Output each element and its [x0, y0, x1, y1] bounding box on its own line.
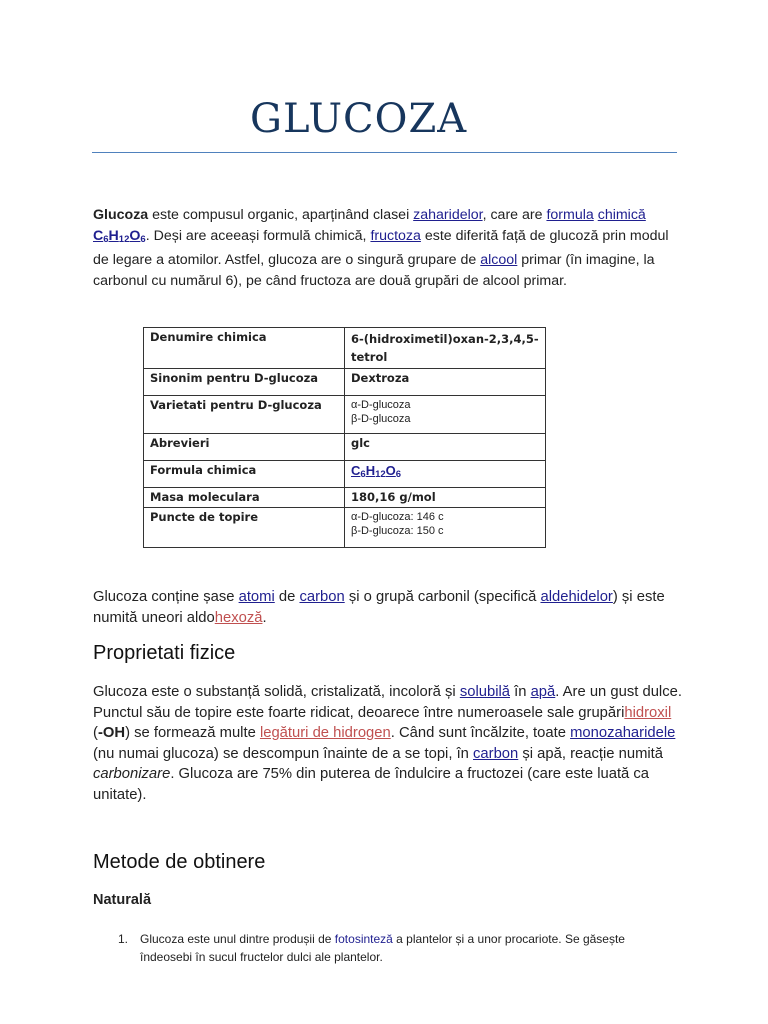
- link-monozaharidele[interactable]: monozaharidele: [570, 725, 676, 742]
- link-legaturi-hidrogen[interactable]: legături de hidrogen: [259, 725, 391, 742]
- list-text: Glucoza este unul dintre produșii de fotosinteză a plantelor și a unor procariote. Se găsește îndeosebi în sucul fructelor dulci ale plantelor.: [140, 932, 625, 964]
- intro-bold-word: Glucoza: [93, 207, 149, 223]
- link-hexoza[interactable]: hexoză: [214, 610, 263, 626]
- title-divider: [92, 152, 677, 153]
- chemical-formula[interactable]: $C_6H_{12}O_6$: [351, 463, 402, 480]
- table-row: [144, 434, 546, 461]
- table-value: glc: [345, 434, 546, 461]
- table-key: Denumire chimica: [144, 328, 345, 369]
- link-fotosinteza[interactable]: fotosinteză: [334, 932, 393, 946]
- intro-text: este compusul organic, aparținând clasei: [148, 207, 414, 223]
- section-heading-proprietati: Proprietati fizice: [93, 642, 236, 664]
- table-key: Varietati pentru D-glucoza: [144, 396, 345, 434]
- intro-text: . Deși are aceeași formulă chimică,: [145, 227, 371, 244]
- table-key: Abrevieri: [144, 434, 345, 461]
- link-chimica[interactable]: chimică: [597, 207, 646, 223]
- table-value: [345, 461, 546, 488]
- table-key: Puncte de topire: [144, 508, 345, 548]
- intro-paragraph: [93, 205, 683, 291]
- link-solubila[interactable]: solubilă: [459, 684, 511, 700]
- table-key: Sinonim pentru D-glucoza: [144, 369, 345, 396]
- link-aldehidelor[interactable]: aldehidelor: [540, 589, 613, 605]
- list-number: 1.: [118, 932, 129, 946]
- list-item: [118, 930, 678, 966]
- chemical-formula[interactable]: $C_6H_{12}O_6$: [93, 227, 146, 245]
- table-value: 6-(hidroximetil)oxan-2,3,4,5-tetrol: [345, 328, 546, 369]
- link-zaharidelor[interactable]: zaharidelor: [413, 207, 483, 223]
- table-value: α-D-glucoza: 146 c β-D-glucoza: 150 c: [345, 508, 546, 548]
- table-row: [144, 396, 546, 434]
- table-row: [144, 508, 546, 548]
- link-apa[interactable]: apă: [530, 684, 556, 700]
- intro-text: , care are: [482, 207, 547, 223]
- properties-table: [143, 327, 546, 548]
- link-fructoza[interactable]: fructoza: [370, 227, 421, 244]
- table-row: [144, 369, 546, 396]
- properties-paragraph: Glucoza este o substanță solidă, cristalizată, incoloră și solubilă în apă. Are un gust dulce. Punctul său de topire este foarte ridicat, deoarece între numeroasele sale grupărihidroxil (-OH) se formează multe legături de hidrogen. Când sunt încălzite, toate monozaharidele (nu numai glucoza) se descompun înainte de a se topi, în carbon și apă, reacție numită carbonizare. Glucoza are 75% din puterea de îndulcire a fructozei (care este luată ca unitate).: [93, 684, 682, 803]
- link-carbon[interactable]: carbon: [299, 589, 345, 605]
- table-value: Dextroza: [345, 369, 546, 396]
- link-atomi[interactable]: atomi: [238, 589, 275, 605]
- link-formula[interactable]: formula: [546, 207, 594, 223]
- table-key: Formula chimica: [144, 461, 345, 488]
- table-value: α-D-glucoza β-D-glucoza: [345, 396, 546, 434]
- table-row: [144, 488, 546, 508]
- intro-text: este diferită față de glucoză prin modul de legare a atomilor. Astfel, glucoza are o singură grupare de: [93, 227, 669, 269]
- subheading-naturala: Naturală: [93, 892, 152, 908]
- section-heading-metode: Metode de obtinere: [93, 851, 266, 873]
- table-row: [144, 461, 546, 488]
- page-title: GLUCOZA: [250, 96, 468, 142]
- intro-text: primar (în imagine, la carbonul cu numărul 6), pe când fructoza are două grupări de alcool primar.: [93, 252, 655, 289]
- link-carbon-2[interactable]: carbon: [473, 745, 519, 762]
- structure-paragraph: Glucoza conține șase atomi de carbon și o grupă carbonil (specifică aldehidelor) și este numită uneori aldohexoză.: [93, 589, 665, 626]
- table-row: [144, 328, 546, 369]
- link-hidroxil[interactable]: hidroxil: [624, 704, 672, 721]
- table-value: 180,16 g/mol: [345, 488, 546, 508]
- table-key: Masa moleculara: [144, 488, 345, 508]
- link-alcool[interactable]: alcool: [480, 252, 518, 269]
